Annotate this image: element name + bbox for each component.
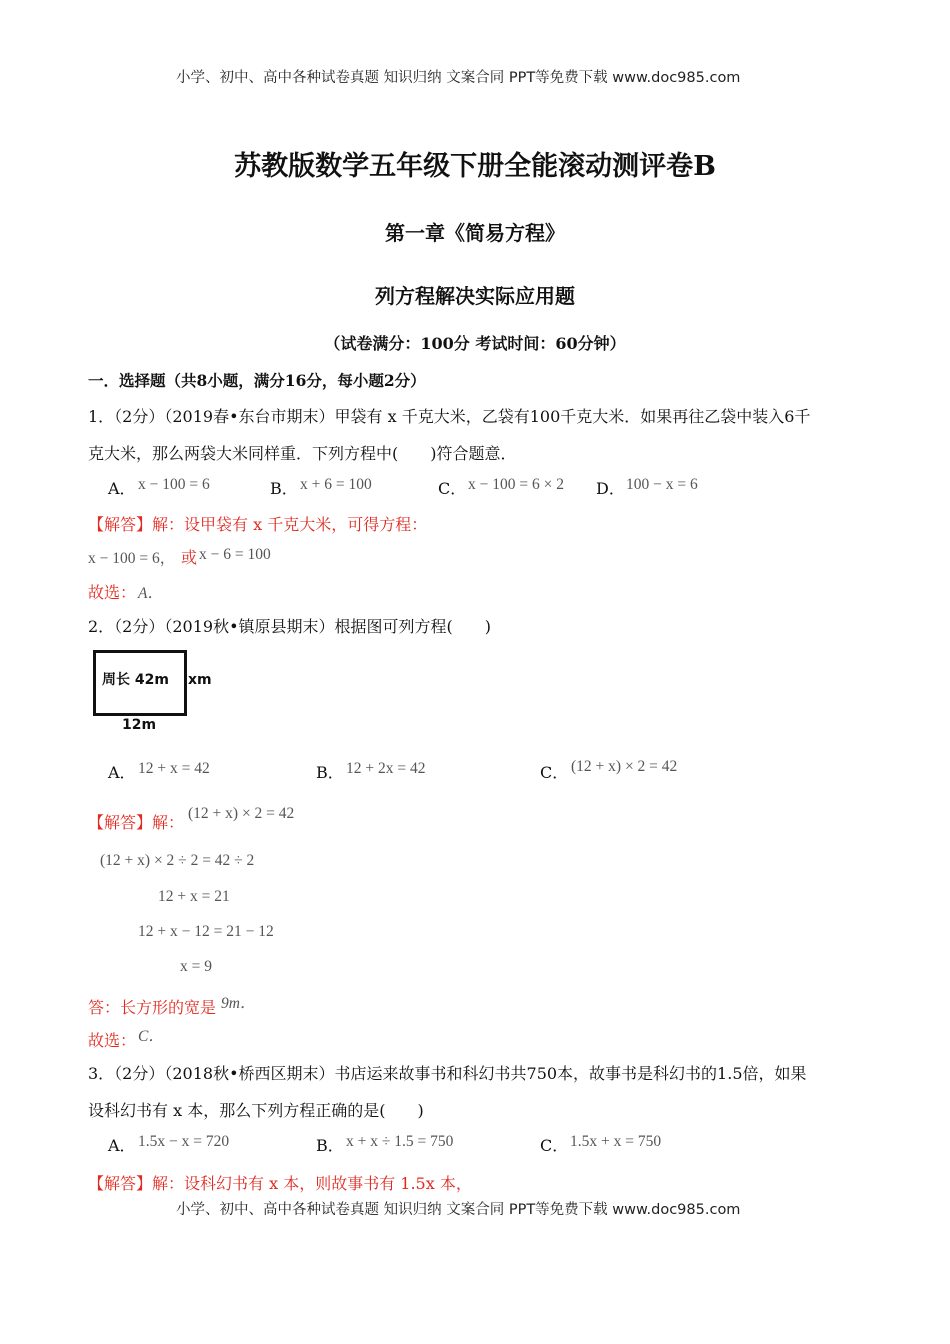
chapter-title: 第一章《简易方程》 xyxy=(385,221,565,245)
q2-option-b-label: B． xyxy=(316,763,344,782)
q1-answer-or: 或 xyxy=(181,548,198,567)
q3-option-c-eq: 1.5x + x = 750 xyxy=(570,1133,662,1150)
figure-perimeter-label: 周长 42m xyxy=(102,672,169,688)
figure-side-label: xm xyxy=(188,672,212,688)
page-title: 苏教版数学五年级下册全能滚动测评卷B xyxy=(234,151,716,182)
q1-option-b-eq: x + 6 = 100 xyxy=(300,476,372,493)
topic-title: 列方程解决实际应用题 xyxy=(375,284,575,308)
q2-answer-eq: (12 + x) × 2 = 42 xyxy=(188,805,295,822)
q1-line1: 1．（2分）（2019春•东台市期末）甲袋有 x 千克大米，乙袋有100千克大米．如果再往乙袋中装入6千 xyxy=(88,407,811,426)
q1-option-a-label: A． xyxy=(108,479,136,498)
page-header: 小学、初中、高中各种试卷真题 知识归纳 文案合同 PPT等免费下载 www.doc985.com xyxy=(176,70,741,86)
figure-bottom-label: 12m xyxy=(122,717,157,733)
q1-answer-eq2: x − 6 = 100 xyxy=(199,546,271,563)
q2-reply: 答：长方形的宽是 xyxy=(88,998,217,1017)
q1-line2: 克大米，那么两袋大米同样重．下列方程中( )符合题意． xyxy=(88,444,517,463)
q1-answer-eq1: x − 100 = 6， xyxy=(88,550,176,567)
q2-option-a-eq: 12 + x = 42 xyxy=(138,760,210,777)
q1-answer: 【解答】解：设甲袋有 x 千克大米，可得方程： xyxy=(88,515,428,534)
rectangle-figure xyxy=(90,647,220,739)
exam-meta: （试卷满分：100分 考试时间：60分钟） xyxy=(324,334,626,353)
q1-option-d-eq: 100 − x = 6 xyxy=(626,476,698,493)
q2-option-a-label: A． xyxy=(108,763,136,782)
page-footer: 小学、初中、高中各种试卷真题 知识归纳 文案合同 PPT等免费下载 www.doc985.com xyxy=(176,1202,741,1218)
q2-step-4: x = 9 xyxy=(180,958,212,975)
q1-option-a-eq: x − 100 = 6 xyxy=(138,476,210,493)
q1-option-c-label: C． xyxy=(438,479,467,498)
q2-step-2: 12 + x = 21 xyxy=(158,888,230,905)
q1-choose: 故选： xyxy=(88,583,137,602)
q3-option-a-eq: 1.5x − x = 720 xyxy=(138,1133,230,1150)
q2-option-c-eq: (12 + x) × 2 = 42 xyxy=(571,758,678,775)
q2-option-c-label: C． xyxy=(540,763,569,782)
q3-option-c-label: C． xyxy=(540,1136,569,1155)
q3-option-b-eq: x + x ÷ 1.5 = 750 xyxy=(346,1133,454,1150)
section-heading: 一．选择题（共8小题，满分16分，每小题2分） xyxy=(88,371,426,390)
q2-choose-value: C． xyxy=(138,1028,164,1045)
q3-line1: 3．（2分）（2018秋•桥西区期末）书店运来故事书和科幻书共750本，故事书是科幻书的1.5倍，如果 xyxy=(88,1064,807,1083)
q3-line2: 设科幻书有 x 本，那么下列方程正确的是( ) xyxy=(88,1101,424,1120)
q2-step-1: (12 + x) × 2 ÷ 2 = 42 ÷ 2 xyxy=(100,852,255,869)
q2-line1: 2．（2分）（2019秋•镇原县期末）根据图可列方程( ) xyxy=(88,617,492,636)
q3-option-b-label: B． xyxy=(316,1136,344,1155)
q2-answer: 【解答】解： xyxy=(88,813,185,832)
q2-reply-value: 9m． xyxy=(221,995,256,1012)
q2-option-b-eq: 12 + 2x = 42 xyxy=(346,760,426,777)
q3-option-a-label: A． xyxy=(108,1136,136,1155)
q1-option-c-eq: x − 100 = 6 × 2 xyxy=(468,476,564,493)
q1-choose-value: A． xyxy=(138,585,163,602)
q1-option-d-label: D． xyxy=(596,479,625,498)
q3-answer: 【解答】解：设科幻书有 x 本，则故事书有 1.5x 本， xyxy=(88,1174,472,1193)
q2-choose: 故选： xyxy=(88,1031,137,1050)
q1-option-b-label: B． xyxy=(270,479,298,498)
q2-step-3: 12 + x − 12 = 21 − 12 xyxy=(138,923,274,940)
